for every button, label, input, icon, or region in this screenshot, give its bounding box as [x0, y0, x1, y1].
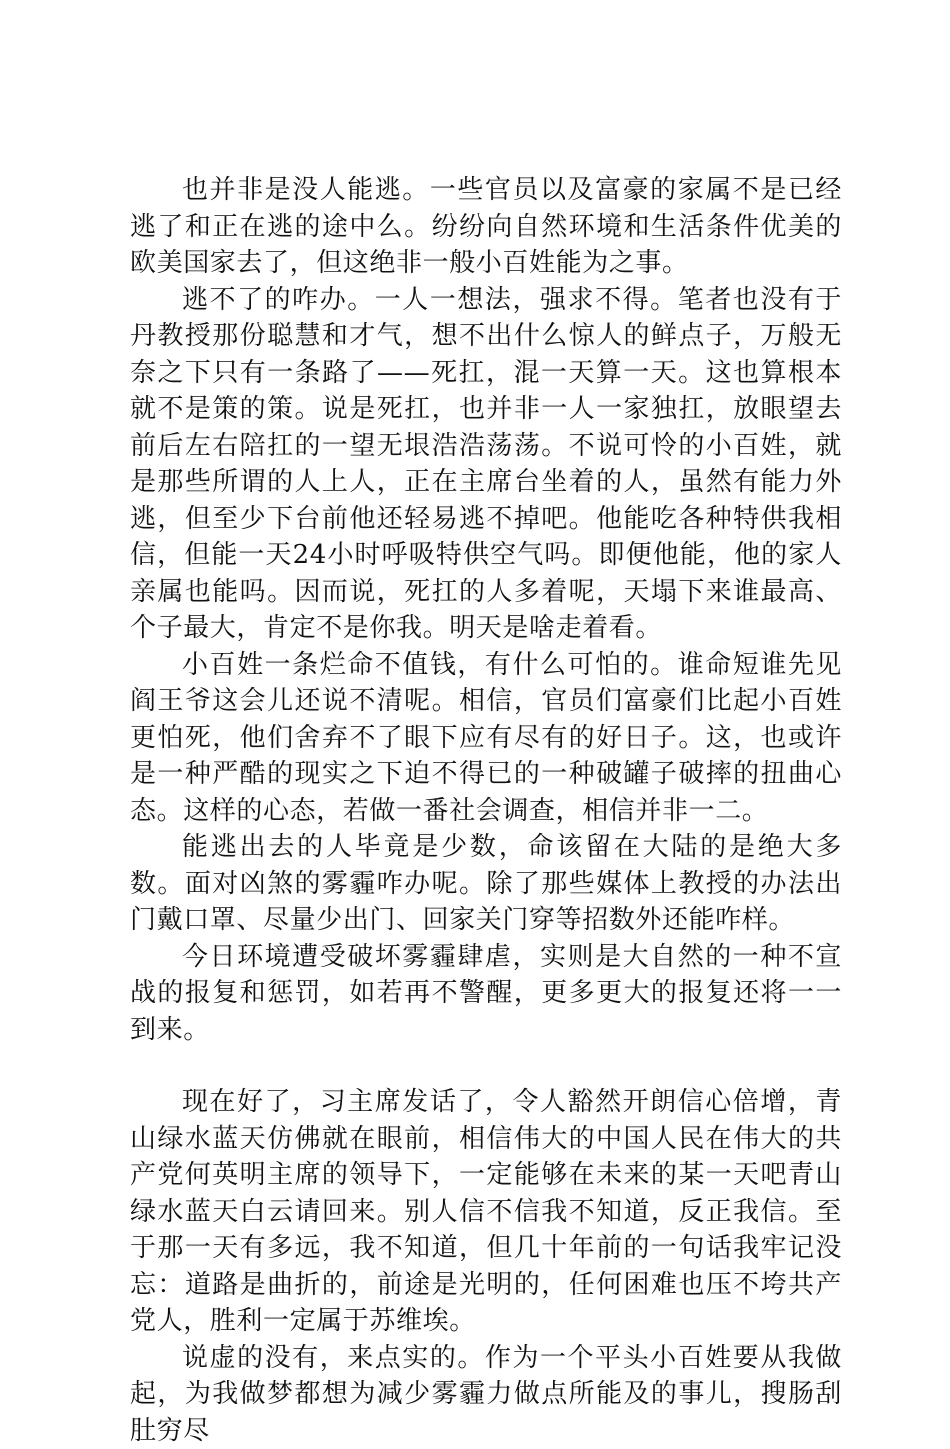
paragraph-1: 也并非是没人能逃。一些官员以及富豪的家属不是已经逃了和正在逃的途中么。纷纷向自然环境和生活条件优美的欧美国家去了，但这绝非一般小百姓能为之事。: [130, 172, 842, 282]
paragraph-6: 现在好了，习主席发话了，令人豁然开朗信心倍增，青山绿水蓝天仿佛就在眼前，相信伟大的中国人民在伟大的共产党何英明主席的领导下，一定能够在未来的某一天吧青山绿水蓝天白云请回来。别人信不信我不知道，反正我信。至于那一天有多远，我不知道，但几十年前的一句话我牢记没忘：道路是曲折的，前途是光明的，任何困难也压不垮共产党人，胜利一定属于苏维埃。: [130, 1084, 842, 1340]
paragraph-2: 逃不了的咋办。一人一想法，强求不得。笔者也没有于丹教授那份聪慧和才气，想不出什么惊人的鲜点子，万般无奈之下只有一条路了——死扛，混一天算一天。这也算根本就不是策的策。说是死扛，也并非一人一家独扛，放眼望去前后左右陪扛的一望无垠浩浩荡荡。不说可怜的小百姓，就是那些所谓的人上人，正在主席台坐着的人，虽然有能力外逃，但至少下台前他还轻易逃不掉吧。他能吃各种特供我相信，但能一天24小时呼吸特供空气吗。即便他能，他的家人亲属也能吗。因而说，死扛的人多着呢，天塌下来谁最高、个子最大，肯定不是你我。明天是啥走着看。: [130, 282, 842, 647]
paragraph-4: 能逃出去的人毕竟是少数，命该留在大陆的是绝大多数。面对凶煞的雾霾咋办呢。除了那些媒体上教授的办法出门戴口罩、尽量少出门、回家关门穿等招数外还能咋样。: [130, 829, 842, 939]
paragraph-7: 说虚的没有，来点实的。作为一个平头小百姓要从我做起，为我做梦都想为减少雾霾力做点所能及的事儿，搜肠刮肚穷尽: [130, 1340, 842, 1449]
body-text: [130, 172, 842, 1449]
paragraph-5: 今日环境遭受破坏雾霾肆虐，实则是大自然的一种不宣战的报复和惩罚，如若再不警醒，更多更大的报复还将一一到来。: [130, 939, 842, 1049]
paragraph-3: 小百姓一条烂命不值钱，有什么可怕的。谁命短谁先见阎王爷这会儿还说不清呢。相信，官员们富豪们比起小百姓更怕死，他们舍弃不了眼下应有尽有的好日子。这，也或许是一种严酷的现实之下迫不得已的一种破罐子破摔的扭曲心态。这样的心态，若做一番社会调查，相信并非一二。: [130, 647, 842, 830]
